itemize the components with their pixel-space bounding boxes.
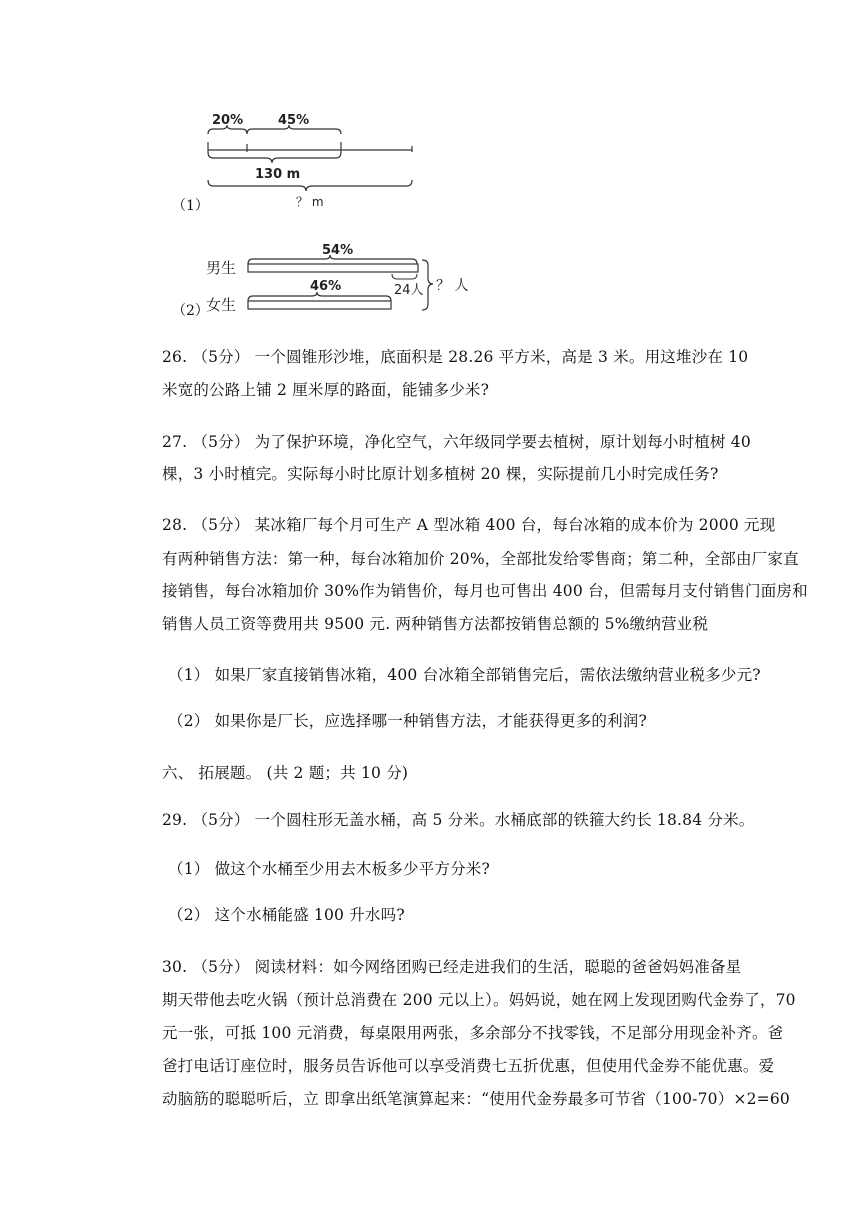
total-label: ？ 人 xyxy=(436,278,469,294)
diff-label: 24人 xyxy=(394,283,424,298)
q26-line-1: 26. （5分） 一个圆锥形沙堆，底面积是 28.26 平方米，高是 3 米。用这堆沙在 10 xyxy=(162,348,749,366)
q26-line-2: 米宽的公路上铺 2 厘米厚的路面，能铺多少米? xyxy=(162,381,490,399)
q29-line-1: 29. （5分） 一个圆柱形无盖水桶，高 5 分米。水桶底部的铁箍大约长 18.84 分米。 xyxy=(162,811,755,829)
pct-boys-label: 54% xyxy=(322,243,354,258)
pct-20-label: 20% xyxy=(212,113,244,128)
q28-line-3: 接销售，每台冰箱加价 30%作为销售价，每月也可售出 400 台，但需每月支付销售门面房和 xyxy=(162,582,808,600)
q30-line-5: 动脑筋的聪聪听后，立 即拿出纸笔演算起来：“使用代金券最多可节省（100-70）×2=60 xyxy=(162,1090,790,1108)
segment-diagram-1 xyxy=(200,108,420,213)
q30-line-3: 元一张，可抵 100 元消费，每桌限用两张，多余部分不找零钱，不足部分用现金补齐。爸 xyxy=(162,1024,784,1042)
q27-line-2: 棵，3 小时植完。实际每小时比原计划多植树 20 棵，实际提前几小时完成任务? xyxy=(162,465,719,483)
q27-line-1: 27. （5分） 为了保护环境，净化空气，六年级同学要去植树，原计划每小时植树 40 xyxy=(162,433,751,451)
boys-label: 男生 xyxy=(206,259,237,277)
section-six-heading: 六、 拓展题。 (共 2 题；共 10 分) xyxy=(162,764,409,782)
pct-45-label: 45% xyxy=(278,113,310,128)
q28-line-2: 有两种销售方法：第一种，每台冰箱加价 20%，全部批发给零售商；第二种，全部由厂家直 xyxy=(162,550,799,568)
q29-sub-2: （2） 这个水桶能盛 100 升水吗? xyxy=(168,906,405,924)
unknown-length-label: ？ m xyxy=(296,195,324,209)
q28-sub-2: （2） 如果你是厂长，应选择哪一种销售方法，才能获得更多的利润? xyxy=(168,712,648,730)
q28-line-4: 销售人员工资等费用共 9500 元. 两种销售方法都按销售总额的 5%缴纳营业税 xyxy=(162,615,709,633)
q30-line-4: 爸打电话订座位时，服务员告诉他可以享受消费七五折优惠，但使用代金券不能优惠。爱 xyxy=(162,1057,775,1075)
known-length-label: 130 m xyxy=(255,167,301,182)
diagram-2-label: （2） xyxy=(172,303,209,319)
q29-sub-1: （1） 做这个水桶至少用去木板多少平方分米? xyxy=(168,860,490,878)
q30-line-1: 30. （5分） 阅读材料：如今网络团购已经走进我们的生活，聪聪的爸爸妈妈准备星 xyxy=(162,958,742,976)
segment-diagram-2 xyxy=(200,240,480,320)
girls-label: 女生 xyxy=(206,296,237,314)
q28-line-1: 28. （5分） 某冰箱厂每个月可生产 A 型冰箱 400 台，每台冰箱的成本价为 2000 元现 xyxy=(162,516,776,534)
q30-line-2: 期天带他去吃火锅（预计总消费在 200 元以上）。妈妈说，她在网上发现团购代金券了，70 xyxy=(162,991,796,1009)
pct-girls-label: 46% xyxy=(310,279,342,294)
q28-sub-1: （1） 如果厂家直接销售冰箱，400 台冰箱全部销售完后，需依法缴纳营业税多少元? xyxy=(168,666,761,684)
diagram-1-label: （1） xyxy=(172,198,209,214)
